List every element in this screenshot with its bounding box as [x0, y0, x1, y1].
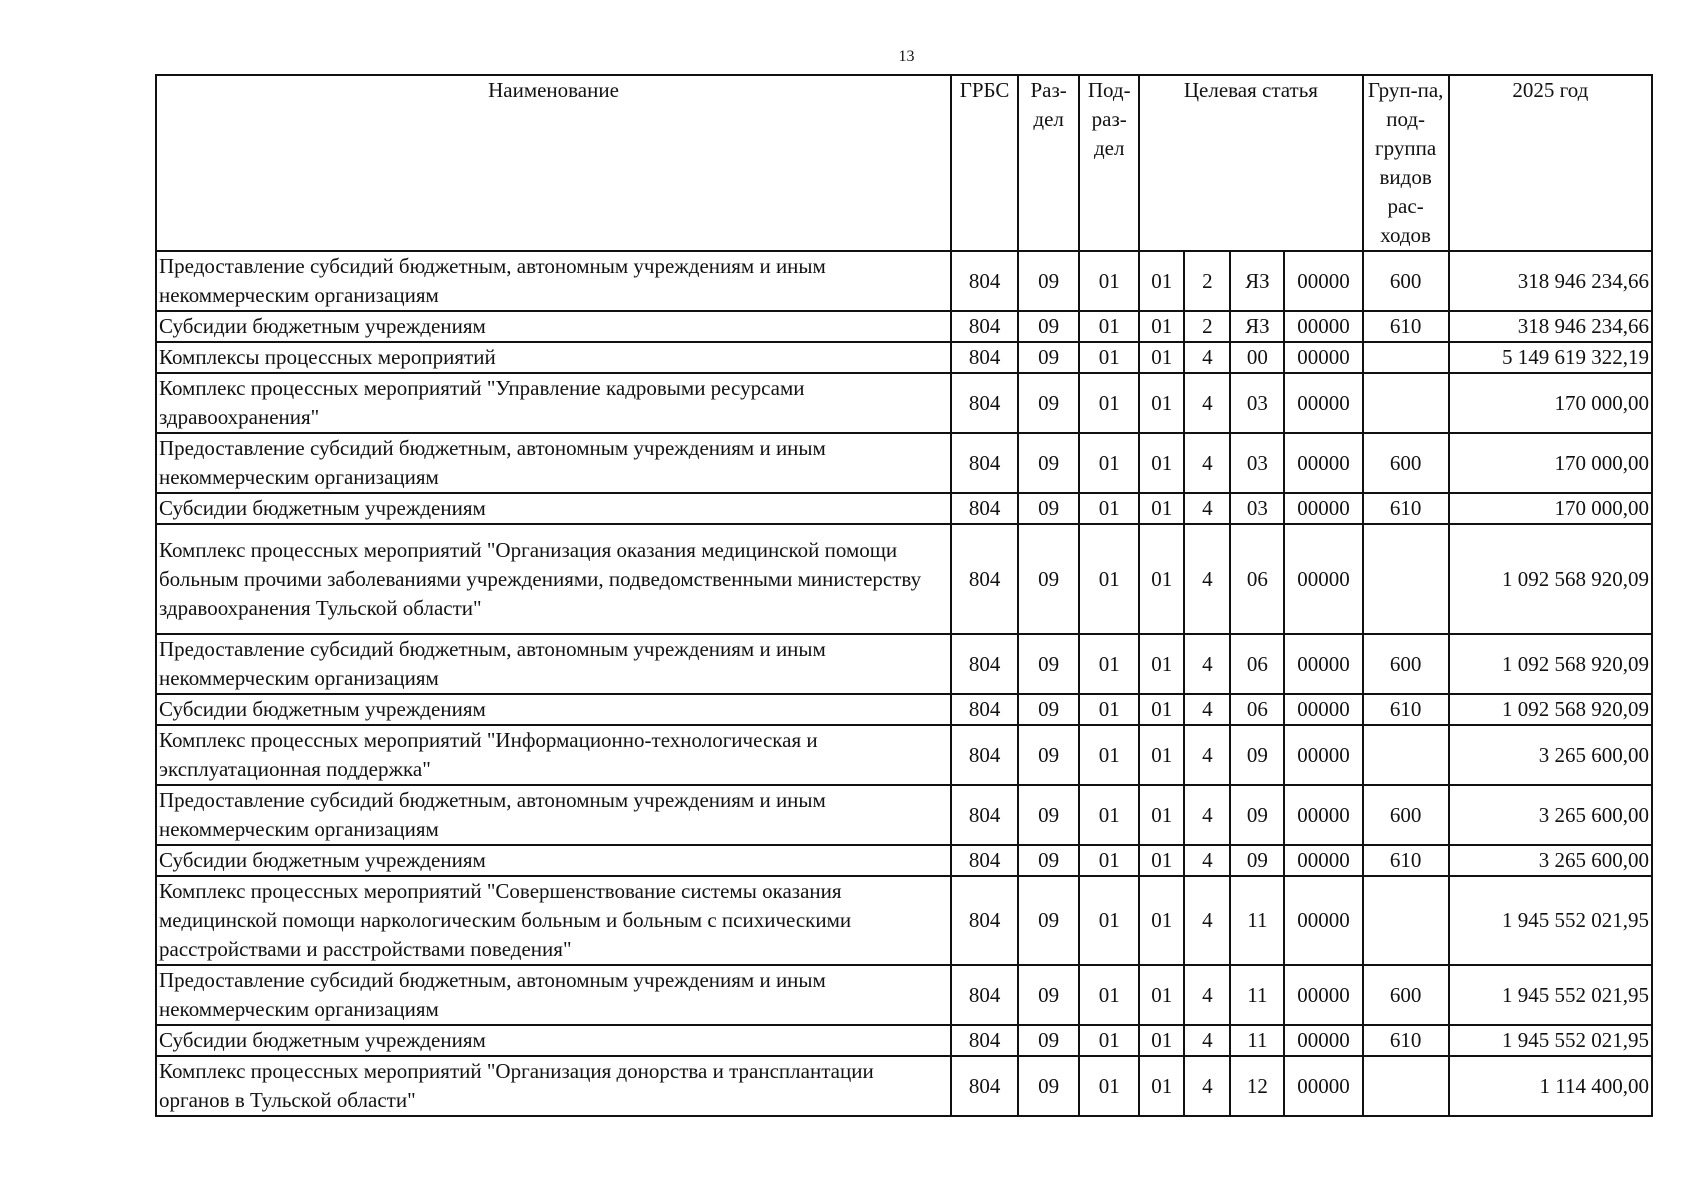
cell-grbs: 804: [951, 965, 1018, 1025]
header-expense-group: Груп-па, под-группа видов рас-ходов: [1363, 75, 1449, 251]
cell-amount: 1 945 552 021,95: [1449, 965, 1652, 1025]
cell-target-type: 4: [1184, 785, 1230, 845]
cell-amount: 3 265 600,00: [1449, 845, 1652, 876]
cell-podrazdel: 01: [1079, 694, 1139, 725]
cell-target-program: 01: [1139, 433, 1184, 493]
cell-razdel: 09: [1018, 1056, 1079, 1116]
cell-target-direction: 00000: [1284, 433, 1362, 493]
cell-name: Комплекс процессных мероприятий "Организация донорства и трансплантации органов в Тульской области": [156, 1056, 951, 1116]
cell-name: Комплекс процессных мероприятий "Управление кадровыми ресурсами здравоохранения": [156, 373, 951, 433]
cell-podrazdel: 01: [1079, 1025, 1139, 1056]
cell-razdel: 09: [1018, 433, 1079, 493]
cell-target-structure: 11: [1230, 965, 1284, 1025]
cell-target-program: 01: [1139, 694, 1184, 725]
cell-podrazdel: 01: [1079, 251, 1139, 311]
table-header-row: [156, 75, 1652, 251]
cell-amount: 170 000,00: [1449, 493, 1652, 524]
cell-grbs: 804: [951, 845, 1018, 876]
cell-podrazdel: 01: [1079, 342, 1139, 373]
cell-target-structure: 00: [1230, 342, 1284, 373]
cell-target-direction: 00000: [1284, 694, 1362, 725]
cell-target-type: 4: [1184, 1056, 1230, 1116]
cell-target-structure: 06: [1230, 634, 1284, 694]
cell-expense-group: 600: [1363, 251, 1449, 311]
table-row: [156, 1025, 1652, 1056]
cell-target-program: 01: [1139, 876, 1184, 965]
cell-name: Предоставление субсидий бюджетным, автономным учреждениям и иным некоммерческим организациям: [156, 251, 951, 311]
cell-podrazdel: 01: [1079, 965, 1139, 1025]
cell-name: Комплекс процессных мероприятий "Совершенствование системы оказания медицинской помощи наркологическим больным и больным с психическими расстройствами и расстройствами поведения": [156, 876, 951, 965]
cell-grbs: 804: [951, 725, 1018, 785]
cell-expense-group: [1363, 725, 1449, 785]
cell-target-direction: 00000: [1284, 785, 1362, 845]
cell-grbs: 804: [951, 1025, 1018, 1056]
table-row: [156, 634, 1652, 694]
cell-name: Комплекс процессных мероприятий "Организация оказания медицинской помощи больным прочими заболеваниями учреждениями, подведомственными министерству здравоохранения Тульской области": [156, 524, 951, 634]
table-row: [156, 373, 1652, 433]
table-row: [156, 785, 1652, 845]
cell-target-type: 2: [1184, 251, 1230, 311]
cell-grbs: 804: [951, 433, 1018, 493]
table-row: [156, 1056, 1652, 1116]
cell-target-program: 01: [1139, 373, 1184, 433]
page-number: 13: [898, 48, 915, 65]
cell-target-direction: 00000: [1284, 342, 1362, 373]
cell-razdel: 09: [1018, 845, 1079, 876]
table-row: [156, 251, 1652, 311]
cell-expense-group: 610: [1363, 1025, 1449, 1056]
cell-target-structure: 06: [1230, 524, 1284, 634]
cell-expense-group: 600: [1363, 965, 1449, 1025]
cell-target-structure: ЯЗ: [1230, 251, 1284, 311]
cell-target-direction: 00000: [1284, 845, 1362, 876]
cell-amount: 170 000,00: [1449, 373, 1652, 433]
cell-target-program: 01: [1139, 524, 1184, 634]
cell-podrazdel: 01: [1079, 876, 1139, 965]
cell-target-program: 01: [1139, 845, 1184, 876]
table-row: [156, 342, 1652, 373]
cell-target-type: 4: [1184, 634, 1230, 694]
cell-target-type: 4: [1184, 694, 1230, 725]
cell-target-structure: 11: [1230, 876, 1284, 965]
cell-target-structure: 09: [1230, 725, 1284, 785]
cell-name: Комплексы процессных мероприятий: [156, 342, 951, 373]
cell-grbs: 804: [951, 876, 1018, 965]
table-row: [156, 694, 1652, 725]
cell-expense-group: 600: [1363, 433, 1449, 493]
cell-name: Предоставление субсидий бюджетным, автономным учреждениям и иным некоммерческим организациям: [156, 433, 951, 493]
table-row: [156, 433, 1652, 493]
cell-target-program: 01: [1139, 1056, 1184, 1116]
cell-amount: 1 092 568 920,09: [1449, 634, 1652, 694]
header-podrazdel: Под-раз-дел: [1079, 75, 1139, 251]
cell-expense-group: [1363, 524, 1449, 634]
cell-target-direction: 00000: [1284, 493, 1362, 524]
cell-grbs: 804: [951, 634, 1018, 694]
cell-target-direction: 00000: [1284, 373, 1362, 433]
cell-grbs: 804: [951, 785, 1018, 845]
table-body: [156, 251, 1652, 1116]
cell-name: Субсидии бюджетным учреждениям: [156, 845, 951, 876]
cell-razdel: 09: [1018, 694, 1079, 725]
cell-target-program: 01: [1139, 965, 1184, 1025]
cell-target-type: 4: [1184, 342, 1230, 373]
cell-name: Комплекс процессных мероприятий "Информационно-технологическая и эксплуатационная поддержка": [156, 725, 951, 785]
cell-amount: 318 946 234,66: [1449, 251, 1652, 311]
cell-target-structure: 09: [1230, 785, 1284, 845]
cell-target-structure: 09: [1230, 845, 1284, 876]
cell-podrazdel: 01: [1079, 373, 1139, 433]
cell-target-type: 4: [1184, 524, 1230, 634]
cell-target-type: 4: [1184, 1025, 1230, 1056]
header-target-article: Целевая статья: [1139, 75, 1362, 251]
cell-expense-group: [1363, 876, 1449, 965]
cell-target-program: 01: [1139, 1025, 1184, 1056]
cell-razdel: 09: [1018, 311, 1079, 342]
cell-grbs: 804: [951, 694, 1018, 725]
cell-grbs: 804: [951, 342, 1018, 373]
cell-target-program: 01: [1139, 493, 1184, 524]
cell-target-direction: 00000: [1284, 311, 1362, 342]
cell-podrazdel: 01: [1079, 634, 1139, 694]
cell-target-structure: 03: [1230, 493, 1284, 524]
cell-target-structure: 11: [1230, 1025, 1284, 1056]
cell-target-type: 4: [1184, 876, 1230, 965]
cell-amount: 318 946 234,66: [1449, 311, 1652, 342]
cell-expense-group: 610: [1363, 493, 1449, 524]
table-row: [156, 311, 1652, 342]
cell-name: Предоставление субсидий бюджетным, автономным учреждениям и иным некоммерческим организациям: [156, 965, 951, 1025]
cell-target-type: 4: [1184, 493, 1230, 524]
cell-amount: 3 265 600,00: [1449, 725, 1652, 785]
cell-grbs: 804: [951, 1056, 1018, 1116]
cell-grbs: 804: [951, 311, 1018, 342]
cell-expense-group: 600: [1363, 785, 1449, 845]
cell-target-direction: 00000: [1284, 1056, 1362, 1116]
cell-target-program: 01: [1139, 785, 1184, 845]
cell-target-direction: 00000: [1284, 1025, 1362, 1056]
table-row: [156, 493, 1652, 524]
cell-target-program: 01: [1139, 251, 1184, 311]
cell-target-program: 01: [1139, 342, 1184, 373]
cell-expense-group: 610: [1363, 845, 1449, 876]
table-row: [156, 965, 1652, 1025]
cell-amount: 1 945 552 021,95: [1449, 876, 1652, 965]
cell-razdel: 09: [1018, 373, 1079, 433]
cell-target-direction: 00000: [1284, 725, 1362, 785]
cell-target-structure: 12: [1230, 1056, 1284, 1116]
cell-target-direction: 00000: [1284, 524, 1362, 634]
cell-podrazdel: 01: [1079, 311, 1139, 342]
cell-target-structure: ЯЗ: [1230, 311, 1284, 342]
table-row: [156, 524, 1652, 634]
cell-target-type: 4: [1184, 965, 1230, 1025]
cell-target-structure: 03: [1230, 373, 1284, 433]
cell-amount: 170 000,00: [1449, 433, 1652, 493]
cell-razdel: 09: [1018, 965, 1079, 1025]
cell-target-program: 01: [1139, 311, 1184, 342]
cell-grbs: 804: [951, 493, 1018, 524]
cell-name: Субсидии бюджетным учреждениям: [156, 493, 951, 524]
cell-razdel: 09: [1018, 524, 1079, 634]
cell-target-direction: 00000: [1284, 634, 1362, 694]
cell-target-type: 4: [1184, 725, 1230, 785]
cell-podrazdel: 01: [1079, 524, 1139, 634]
cell-razdel: 09: [1018, 876, 1079, 965]
header-grbs: ГРБС: [951, 75, 1018, 251]
cell-amount: 1 114 400,00: [1449, 1056, 1652, 1116]
cell-grbs: 804: [951, 251, 1018, 311]
cell-razdel: 09: [1018, 634, 1079, 694]
cell-grbs: 804: [951, 373, 1018, 433]
cell-podrazdel: 01: [1079, 725, 1139, 785]
table-row: [156, 845, 1652, 876]
cell-target-program: 01: [1139, 725, 1184, 785]
cell-expense-group: [1363, 1056, 1449, 1116]
cell-target-direction: 00000: [1284, 876, 1362, 965]
cell-target-type: 4: [1184, 373, 1230, 433]
header-razdel: Раз-дел: [1018, 75, 1079, 251]
cell-target-direction: 00000: [1284, 965, 1362, 1025]
cell-podrazdel: 01: [1079, 1056, 1139, 1116]
cell-razdel: 09: [1018, 493, 1079, 524]
header-year: 2025 год: [1449, 75, 1652, 251]
cell-target-type: 4: [1184, 433, 1230, 493]
cell-expense-group: 600: [1363, 634, 1449, 694]
budget-table: [155, 74, 1653, 1117]
cell-amount: 1 092 568 920,09: [1449, 694, 1652, 725]
cell-target-type: 4: [1184, 845, 1230, 876]
header-name: Наименование: [156, 75, 951, 251]
cell-razdel: 09: [1018, 1025, 1079, 1056]
cell-name: Субсидии бюджетным учреждениям: [156, 1025, 951, 1056]
cell-target-direction: 00000: [1284, 251, 1362, 311]
cell-podrazdel: 01: [1079, 785, 1139, 845]
cell-name: Субсидии бюджетным учреждениям: [156, 694, 951, 725]
cell-expense-group: 610: [1363, 694, 1449, 725]
cell-name: Предоставление субсидий бюджетным, автономным учреждениям и иным некоммерческим организациям: [156, 785, 951, 845]
cell-razdel: 09: [1018, 785, 1079, 845]
cell-expense-group: 610: [1363, 311, 1449, 342]
cell-name: Субсидии бюджетным учреждениям: [156, 311, 951, 342]
cell-name: Предоставление субсидий бюджетным, автономным учреждениям и иным некоммерческим организациям: [156, 634, 951, 694]
cell-target-structure: 06: [1230, 694, 1284, 725]
cell-podrazdel: 01: [1079, 845, 1139, 876]
cell-amount: 5 149 619 322,19: [1449, 342, 1652, 373]
cell-amount: 1 092 568 920,09: [1449, 524, 1652, 634]
cell-razdel: 09: [1018, 251, 1079, 311]
cell-target-type: 2: [1184, 311, 1230, 342]
cell-target-program: 01: [1139, 634, 1184, 694]
table-row: [156, 725, 1652, 785]
cell-expense-group: [1363, 373, 1449, 433]
cell-razdel: 09: [1018, 725, 1079, 785]
cell-razdel: 09: [1018, 342, 1079, 373]
cell-target-structure: 03: [1230, 433, 1284, 493]
table-row: [156, 876, 1652, 965]
cell-podrazdel: 01: [1079, 493, 1139, 524]
cell-amount: 1 945 552 021,95: [1449, 1025, 1652, 1056]
cell-amount: 3 265 600,00: [1449, 785, 1652, 845]
cell-podrazdel: 01: [1079, 433, 1139, 493]
cell-expense-group: [1363, 342, 1449, 373]
cell-grbs: 804: [951, 524, 1018, 634]
